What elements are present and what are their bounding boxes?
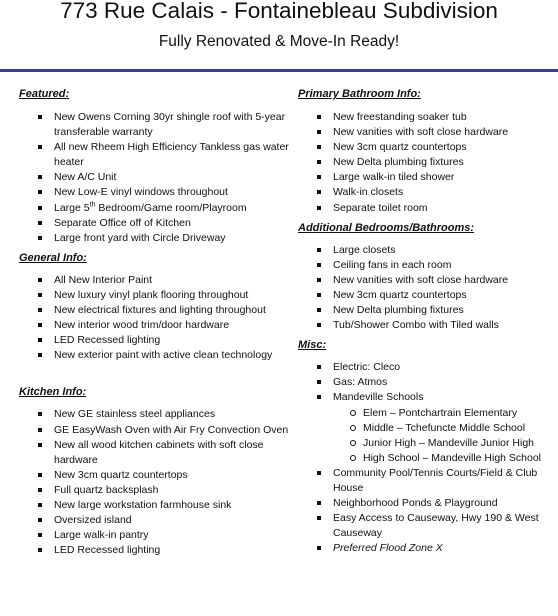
- list-item-label: Oversized island: [54, 514, 132, 527]
- list-item: [298, 125, 554, 140]
- bullet-icon: [38, 443, 42, 447]
- sub-list-item: [298, 436, 554, 451]
- right-column: [298, 87, 554, 556]
- list-item-label: LED Recessed lighting: [54, 334, 161, 347]
- general-heading: General Info:: [19, 251, 87, 264]
- list-item-label: New Low-E vinyl windows throughout: [54, 186, 228, 199]
- list-item-label: New electrical fixtures and lighting throughout: [54, 304, 266, 317]
- list-item-label: Full quartz backsplash: [54, 483, 159, 496]
- bullet-icon: [38, 115, 42, 119]
- bullet-icon: [317, 145, 321, 149]
- list-item-label: All New Interior Paint: [54, 273, 153, 286]
- bullet-icon: [38, 175, 42, 179]
- list-item-label: Tub/Shower Combo with Tiled walls: [333, 319, 499, 332]
- bullet-icon: [317, 516, 321, 520]
- page-title: 773 Rue Calais - Fontainebleau Subdivision: [60, 0, 498, 23]
- list-item-label: New large workstation farmhouse sink: [54, 498, 232, 511]
- list-item-label: New freestanding soaker tub: [333, 111, 467, 123]
- bullet-icon: [317, 293, 321, 297]
- list-item: [298, 201, 554, 216]
- bullet-icon: [317, 160, 321, 164]
- sub-list-item: [298, 421, 554, 436]
- list-item: [298, 360, 554, 375]
- sub-list-item: [298, 406, 554, 421]
- bullet-icon: [317, 308, 321, 312]
- list-item: [19, 110, 289, 140]
- list-item: [298, 170, 554, 185]
- bullet-icon: [317, 395, 321, 399]
- list-item: [19, 185, 289, 200]
- list-item: [298, 185, 554, 200]
- list-item-label: New vanities with soft close hardware: [333, 273, 509, 286]
- list-item: [298, 496, 554, 511]
- list-item: [19, 201, 289, 216]
- circle-bullet-icon: [350, 410, 356, 416]
- list-item-label: Preferred Flood Zone X: [333, 542, 443, 555]
- bullet-icon: [38, 190, 42, 194]
- list-item-label: New all wood kitchen cabinets with soft close hardware: [54, 438, 264, 466]
- list-item-label: Large walk-in pantry: [54, 529, 149, 542]
- bullet-icon: [317, 206, 321, 210]
- list-item: [19, 483, 289, 498]
- list-item: [298, 541, 554, 556]
- bullet-icon: [38, 145, 42, 149]
- page-subtitle: Fully Renovated & Move-In Ready!: [158, 33, 400, 50]
- bullet-icon: [317, 471, 321, 475]
- bullet-icon: [38, 236, 42, 240]
- list-item: [298, 511, 554, 541]
- list-item: [298, 375, 554, 390]
- list-item-label: Large front yard with Circle Driveway: [54, 231, 226, 244]
- list-item-label: New 3cm quartz countertops: [54, 468, 188, 481]
- bullet-icon: [38, 323, 42, 327]
- list-item: [19, 513, 289, 528]
- bullet-icon: [317, 130, 321, 134]
- list-item: [298, 110, 554, 125]
- bullet-icon: [38, 518, 42, 522]
- list-item-label: Gas: Atmos: [333, 376, 388, 389]
- bullet-icon: [38, 338, 42, 342]
- bullet-icon: [38, 428, 42, 432]
- schools-list: [298, 406, 554, 466]
- list-item-label: Large 5: [54, 201, 90, 214]
- list-item: [298, 273, 554, 288]
- sub-list-item-label: Middle – Tchefuncte Middle School: [363, 421, 526, 434]
- bullet-icon: [38, 488, 42, 492]
- left-column: [19, 87, 289, 558]
- bullet-icon: [317, 278, 321, 282]
- circle-bullet-icon: [350, 455, 356, 461]
- list-item: [19, 231, 289, 246]
- header-divider: [0, 69, 558, 72]
- bullet-icon: [38, 353, 42, 357]
- bullet-icon: [317, 248, 321, 252]
- circle-bullet-icon: [350, 425, 356, 431]
- primary-bath-heading: Primary Bathroom Info:: [298, 88, 421, 100]
- list-item-label: New 3cm quartz countertops: [333, 141, 467, 154]
- list-item: [19, 333, 289, 348]
- bullet-icon: [38, 548, 42, 552]
- kitchen-heading: Kitchen Info:: [19, 386, 87, 399]
- featured-list: [19, 110, 289, 246]
- bullet-icon: [38, 412, 42, 416]
- list-item-label: All new Rheem High Efficiency Tankless gas water heater: [54, 141, 289, 169]
- list-item-label: Ceiling fans in each room: [333, 258, 452, 271]
- list-item-label: New A/C Unit: [54, 171, 117, 184]
- list-item: [298, 155, 554, 170]
- list-item-label: New Owens Corning 30yr shingle roof with 5-year transferable warranty: [54, 111, 286, 139]
- list-item-label: New luxury vinyl plank flooring throughout: [54, 288, 249, 301]
- list-item-label: Neighborhood Ponds & Playground: [333, 497, 498, 510]
- list-item: [19, 216, 289, 231]
- list-item-label: New interior wood trim/door hardware: [54, 319, 230, 332]
- list-item: [298, 288, 554, 303]
- kitchen-list: [19, 407, 289, 558]
- bullet-icon: [317, 501, 321, 505]
- list-item: [19, 423, 289, 438]
- sub-list-item-label: Junior High – Mandeville Junior High: [363, 436, 535, 449]
- circle-bullet-icon: [350, 440, 356, 446]
- list-item: [19, 273, 289, 288]
- list-item: [298, 466, 554, 496]
- misc-heading: Misc:: [298, 339, 327, 352]
- list-item-label: New vanities with soft close hardware: [333, 126, 509, 139]
- list-item: [19, 528, 289, 543]
- list-item: [298, 303, 554, 318]
- bullet-icon: [38, 278, 42, 282]
- additional-heading: Additional Bedrooms/Bathrooms:: [298, 221, 475, 234]
- sub-list-item-label: Elem – Pontchartrain Elementary: [363, 406, 518, 419]
- list-item-label: Separate toilet room: [333, 201, 428, 214]
- list-item: [19, 303, 289, 318]
- list-item: [298, 258, 554, 273]
- list-item-label: Electric: Cleco: [333, 361, 401, 374]
- list-item: [19, 318, 289, 333]
- list-item: [19, 348, 289, 363]
- list-item: [19, 170, 289, 185]
- sub-list-item: [298, 451, 554, 466]
- sub-list-item-label: High School – Mandeville High School: [363, 451, 542, 464]
- list-item-label: Separate Office off of Kitchen: [54, 216, 191, 229]
- bullet-icon: [317, 546, 321, 550]
- bullet-icon: [317, 380, 321, 384]
- featured-heading: Featured:: [19, 88, 70, 100]
- list-item: [19, 543, 289, 558]
- list-item-label: LED Recessed lighting: [54, 544, 161, 557]
- bullet-icon: [317, 365, 321, 369]
- bullet-icon: [317, 175, 321, 179]
- list-item: [19, 140, 289, 170]
- list-item: [298, 243, 554, 258]
- bullet-icon: [317, 323, 321, 327]
- list-item-label-rest: Bedroom/Game room/Playroom: [95, 201, 247, 214]
- list-item: [19, 498, 289, 513]
- bullet-icon: [317, 115, 321, 119]
- list-item-label: Walk-in closets: [333, 186, 404, 199]
- bullet-icon: [38, 308, 42, 312]
- list-item-label: New exterior paint with active clean technology: [54, 349, 273, 362]
- bullet-icon: [38, 533, 42, 537]
- list-item-label: New Delta plumbing fixtures: [333, 304, 464, 317]
- misc-list: [298, 360, 554, 405]
- additional-list: [298, 243, 554, 334]
- bullet-icon: [38, 503, 42, 507]
- list-item: [19, 407, 289, 422]
- list-item: [19, 438, 289, 468]
- list-item-label: New GE stainless steel appliances: [54, 408, 216, 421]
- list-item-label: Large walk-in tiled shower: [333, 171, 455, 184]
- list-item: [298, 390, 554, 405]
- primary-bath-list: [298, 110, 554, 216]
- ordinal-suffix: th: [89, 201, 96, 209]
- bullet-icon: [317, 263, 321, 267]
- list-item-label: New Delta plumbing fixtures: [333, 156, 464, 169]
- list-item: [19, 468, 289, 483]
- bullet-icon: [38, 473, 42, 477]
- list-item-label: GE EasyWash Oven with Air Fry Convection Oven: [54, 423, 289, 436]
- list-item: [298, 318, 554, 333]
- list-item: [19, 288, 289, 303]
- bullet-icon: [317, 190, 321, 194]
- list-item-label: Community Pool/Tennis Courts/Field & Club House: [333, 466, 538, 494]
- list-item-label: Mandeville Schools: [333, 391, 424, 404]
- general-list: [19, 273, 289, 364]
- list-item-label: Easy Access to Causeway, Hwy 190 & West Causeway: [333, 512, 539, 540]
- bullet-icon: [38, 206, 42, 210]
- misc-list-continued: [298, 466, 554, 557]
- bullet-icon: [38, 293, 42, 297]
- list-item: [298, 140, 554, 155]
- list-item-label: Large closets: [333, 243, 396, 256]
- list-item-label: New 3cm quartz countertops: [333, 288, 467, 301]
- bullet-icon: [38, 221, 42, 225]
